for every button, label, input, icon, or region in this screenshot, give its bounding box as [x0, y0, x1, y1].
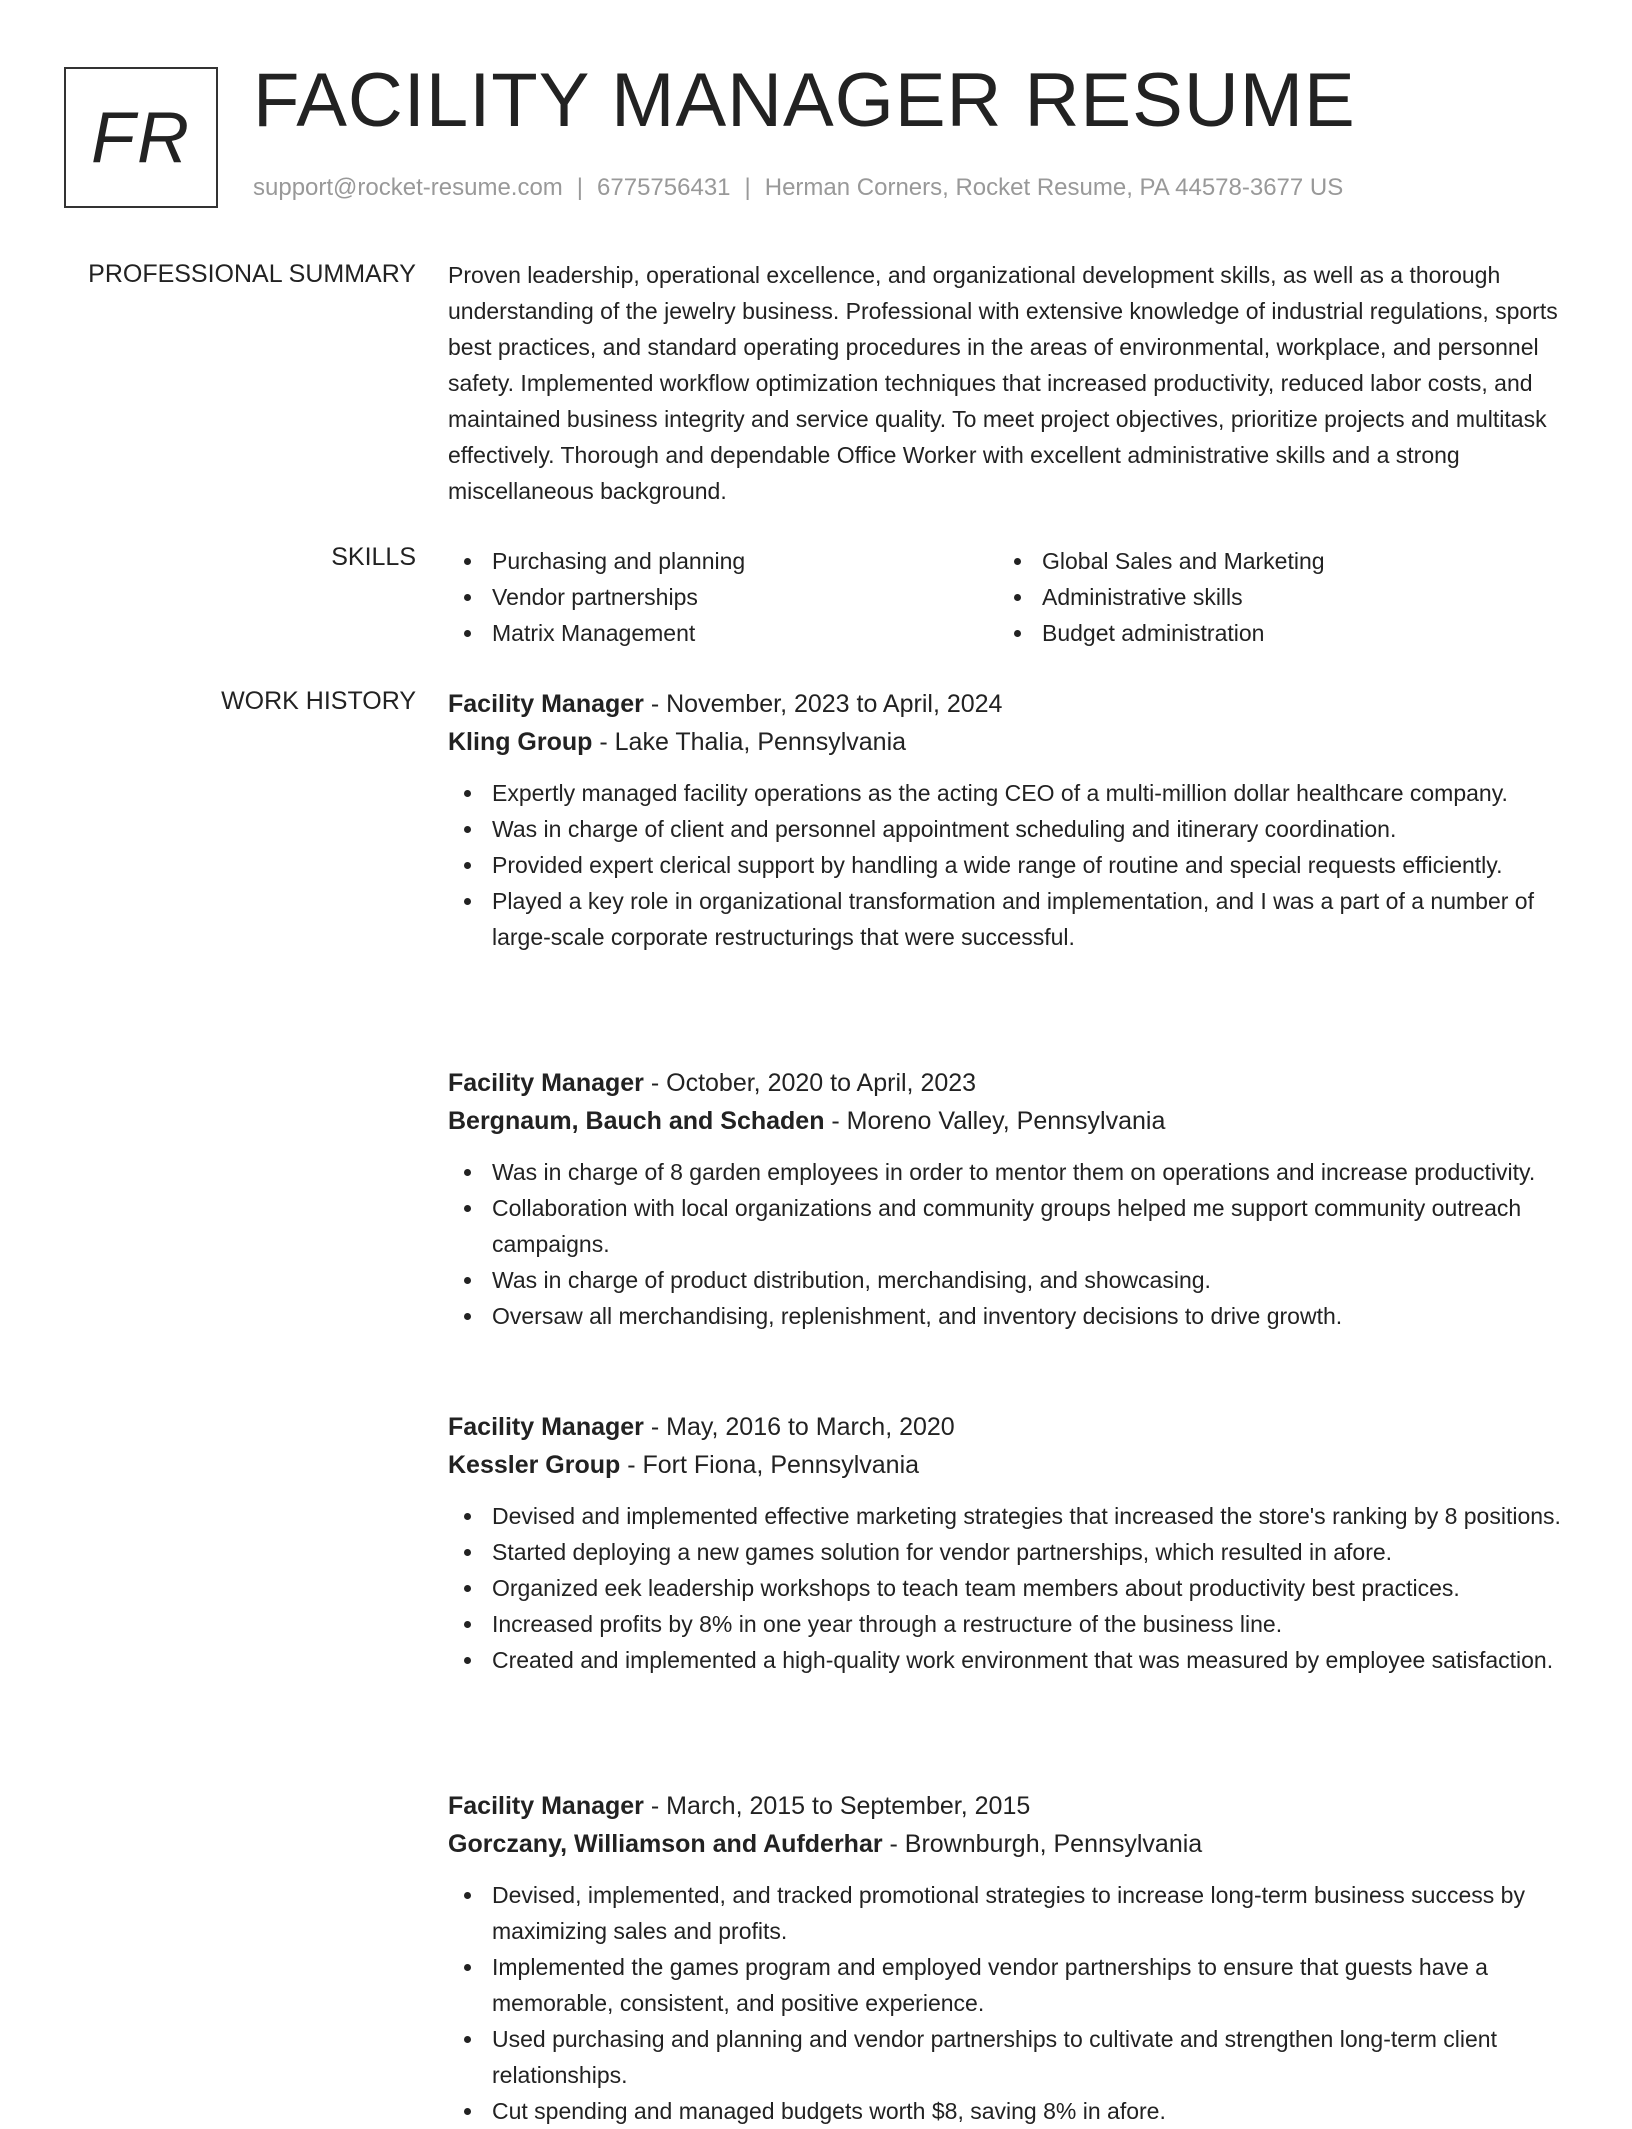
skills-section	[448, 543, 1578, 651]
job-bullet: Collaboration with local organizations and community groups helped me support community outreach campaigns.	[448, 1190, 1578, 1262]
job-company: Kessler Group	[448, 1451, 621, 1479]
job-title: Facility Manager	[448, 1792, 644, 1820]
job-company: Gorczany, Williamson and Aufderhar	[448, 1830, 883, 1858]
job-location: - Lake Thalia, Pennsylvania	[592, 728, 907, 756]
contact-separator: |	[576, 174, 584, 201]
job-bullets	[448, 1877, 1578, 2129]
job-bullet: Was in charge of 8 garden employees in order to mentor them on operations and increase productivity.	[448, 1154, 1578, 1190]
job-company-line	[448, 1825, 1578, 1863]
contact-address: Herman Corners, Rocket Resume, PA 44578-3677 US	[764, 174, 1344, 201]
job-bullet: Increased profits by 8% in one year through a restructure of the business line.	[448, 1606, 1578, 1642]
job-dates: - October, 2020 to April, 2023	[643, 1069, 977, 1097]
job-entry	[448, 1408, 1578, 1678]
job-bullet: Implemented the games program and employed vendor partnerships to ensure that guests have a memorable, consistent, and positive experience.	[448, 1949, 1578, 2021]
job-title-line	[448, 1064, 1578, 1102]
job-entry	[448, 1064, 1578, 1334]
job-company-line	[448, 1446, 1578, 1484]
job-title-line	[448, 1408, 1578, 1446]
job-bullet: Oversaw all merchandising, replenishment, and inventory decisions to drive growth.	[448, 1298, 1578, 1334]
job-bullet: Provided expert clerical support by handling a wide range of routine and special requests efficiently.	[448, 847, 1578, 883]
skills-heading: SKILLS	[331, 543, 416, 571]
job-location: - Brownburgh, Pennsylvania	[882, 1830, 1203, 1858]
job-dates: - March, 2015 to September, 2015	[643, 1792, 1031, 1820]
skill-item: Administrative skills	[998, 579, 1548, 615]
job-bullet: Devised, implemented, and tracked promotional strategies to increase long-term business success by maximizing sales and profits.	[448, 1877, 1578, 1949]
job-dates: - May, 2016 to March, 2020	[643, 1413, 955, 1441]
resume-title: FACILITY MANAGER RESUME	[253, 58, 1356, 143]
job-bullet: Organized eek leadership workshops to teach team members about productivity best practices.	[448, 1570, 1578, 1606]
contact-email[interactable]: support@rocket-resume.com	[253, 174, 563, 201]
job-bullets	[448, 1498, 1578, 1678]
job-title: Facility Manager	[448, 1069, 644, 1097]
job-location: - Moreno Valley, Pennsylvania	[824, 1107, 1166, 1135]
skill-item: Budget administration	[998, 615, 1548, 651]
contact-separator: |	[744, 174, 751, 201]
summary-heading: PROFESSIONAL SUMMARY	[88, 260, 416, 288]
skill-item: Global Sales and Marketing	[998, 543, 1548, 579]
job-bullets	[448, 775, 1578, 955]
job-entry	[448, 685, 1578, 955]
job-bullet: Started deploying a new games solution for vendor partnerships, which resulted in afore.	[448, 1534, 1578, 1570]
job-bullet: Expertly managed facility operations as the acting CEO of a multi-million dollar healthcare company.	[448, 775, 1578, 811]
job-title: Facility Manager	[448, 690, 644, 718]
monogram-initials: FR	[91, 97, 191, 178]
summary-text: Proven leadership, operational excellence, and organizational development skills, as well as a thorough understanding of the jewelry business. Professional with extensive knowledge of industrial regulations, sports best practices, and standard operating procedures in the areas of environmental, workplace, and personnel safety. Implemented workflow optimization techniques that increased productivity, reduced labor costs, and maintained business integrity and service quality. To meet project objectives, prioritize projects and multitask effectively. Thorough and dependable Office Worker with excellent administrative skills and a strong miscellaneous background.	[448, 262, 1558, 504]
skill-item: Matrix Management	[448, 615, 998, 651]
job-bullet: Was in charge of client and personnel appointment scheduling and itinerary coordination.	[448, 811, 1578, 847]
skill-item: Purchasing and planning	[448, 543, 998, 579]
job-title-line	[448, 685, 1578, 723]
work-history-heading: WORK HISTORY	[221, 687, 416, 715]
contact-phone[interactable]: 6775756431	[597, 174, 731, 201]
job-company-line	[448, 1102, 1578, 1140]
summary-section	[448, 257, 1578, 509]
job-bullets	[448, 1154, 1578, 1334]
job-bullet: Played a key role in organizational transformation and implementation, and I was a part of a number of large-scale corporate restructurings that were successful.	[448, 883, 1578, 955]
job-title: Facility Manager	[448, 1413, 644, 1441]
job-bullet: Used purchasing and planning and vendor partnerships to cultivate and strengthen long-term client relationships.	[448, 2021, 1578, 2093]
job-location: - Fort Fiona, Pennsylvania	[620, 1451, 920, 1479]
monogram-box	[64, 67, 218, 208]
job-bullet: Cut spending and managed budgets worth $8, saving 8% in afore.	[448, 2093, 1578, 2129]
job-bullet: Was in charge of product distribution, merchandising, and showcasing.	[448, 1262, 1578, 1298]
skill-item: Vendor partnerships	[448, 579, 998, 615]
skills-list	[448, 543, 1578, 651]
contact-line	[253, 174, 1343, 202]
job-dates: - November, 2023 to April, 2024	[643, 690, 1003, 718]
job-title-line	[448, 1787, 1578, 1825]
job-entry	[448, 1787, 1578, 2129]
job-company-line	[448, 723, 1578, 761]
job-bullet: Devised and implemented effective marketing strategies that increased the store's ranking by 8 positions.	[448, 1498, 1578, 1534]
job-company: Kling Group	[448, 728, 593, 756]
job-bullet: Created and implemented a high-quality work environment that was measured by employee satisfaction.	[448, 1642, 1578, 1678]
job-company: Bergnaum, Bauch and Schaden	[448, 1107, 825, 1135]
